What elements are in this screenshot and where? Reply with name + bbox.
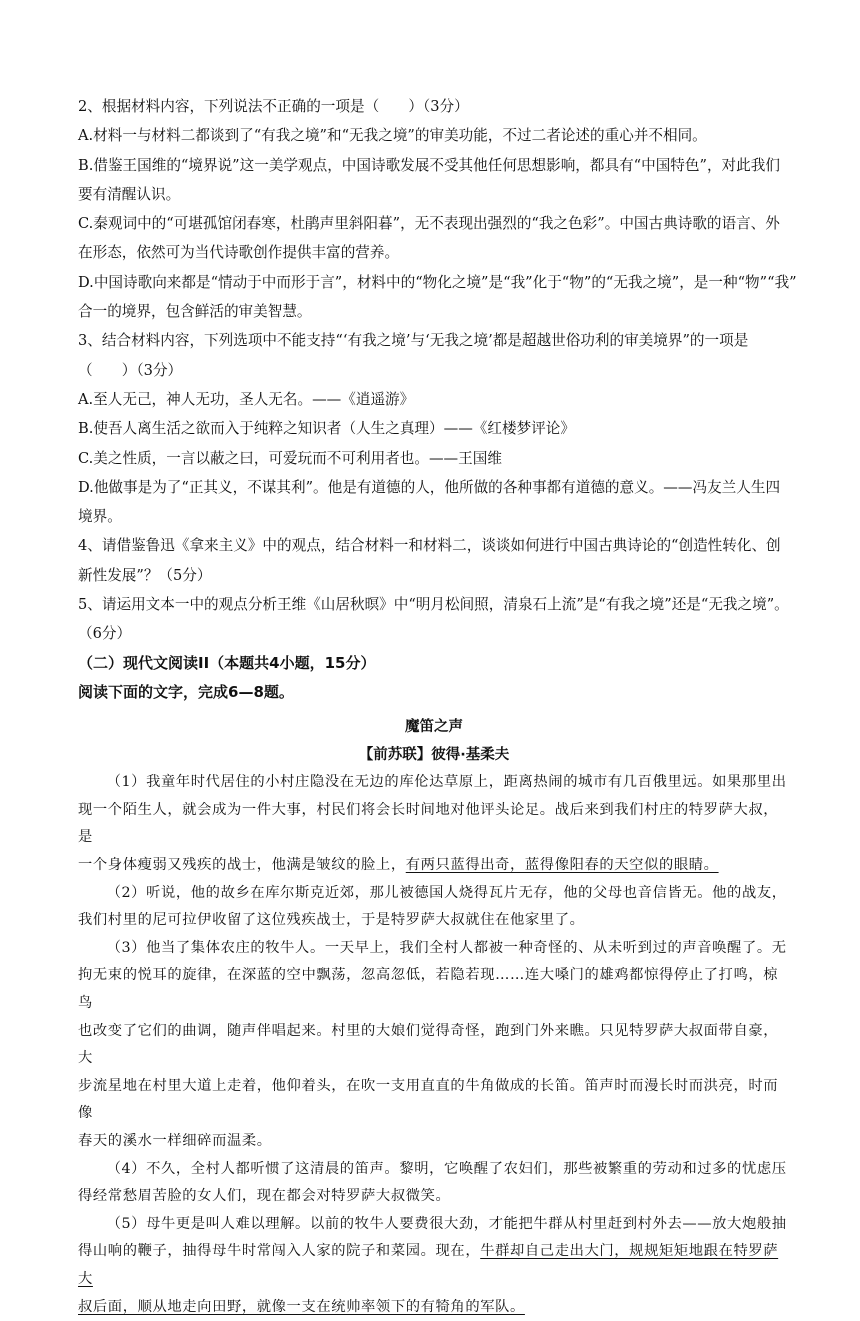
section-heading: （二）现代文阅读II（本题共4小题，15分） — [78, 653, 376, 672]
q2-option-c-line2: 在形态，依然可为当代诗歌创作提供丰富的营养。 — [78, 244, 400, 262]
q5-line1: 5、请运用文本一中的观点分析王维《山居秋暝》中“明月松间照，清泉石上流”是“有我之境”还是“无我之境”。 — [78, 596, 789, 614]
story-line: 得经常愁眉苦脸的女人们，现在都会对特罗萨大叔微笑。 — [78, 1188, 451, 1205]
q3-option-d-line1: D.他做事是为了“正其义，不谋其利”。他是有道德的人，他所做的各种事都有道德的意义。——冯友兰人生四 — [78, 478, 781, 496]
story-line: （3）他当了集体农庄的牧牛人。一天早上，我们全村人都被一种奇怪的、从未听到过的声音唤醒了。无 — [106, 939, 787, 956]
story-line — [78, 1294, 790, 1321]
story-line — [78, 1238, 790, 1293]
underlined-text: 牛群却自己走出大门，规规矩矩地跟在特罗萨大 — [78, 1243, 779, 1287]
q3-option-c: C.美之性质，一言以蔽之曰，可爱玩而不可利用者也。——王国维 — [78, 449, 502, 467]
q4-line1: 4、请借鉴鲁迅《拿来主义》中的观点，结合材料一和材料二，谈谈如何进行中国古典诗论的“创造性转化、创 — [78, 537, 781, 555]
q2-option-d-line2: 合一的境界，包含鲜活的审美智慧。 — [78, 303, 312, 321]
question-3 — [78, 326, 790, 531]
question-2 — [78, 92, 797, 326]
story-title: 魔笛之声 — [405, 719, 463, 736]
story-text: 得山响的鞭子，抽得母牛时常闯入人家的院子和菜园。现在， — [78, 1243, 481, 1260]
question-5 — [78, 590, 790, 649]
story-line: （5）母牛更是叫人难以理解。以前的牧牛人要费很大劲，才能把牛群从村里赶到村外去——放大炮般抽 — [106, 1215, 787, 1232]
document-page — [78, 92, 797, 1321]
story-line: 春天的溪水一样细碎而温柔。 — [78, 1132, 272, 1149]
underlined-text: 叔后面，顺从地走向田野，就像一支在统帅率领下的有犄角的军队。 — [78, 1298, 525, 1315]
story-line: （4）不久，全村人都听惯了这清晨的笛声。黎明，它唤醒了农妇们，那些被繁重的劳动和过多的忧虑压 — [106, 1160, 787, 1177]
story-paragraph-1 — [78, 769, 790, 797]
q5-line2: （6分） — [78, 625, 132, 643]
question-4 — [78, 531, 790, 590]
q4-line2: 新性发展”？（5分） — [78, 566, 212, 584]
story-author: 【前苏联】彼得·基柔夫 — [358, 747, 510, 764]
q3-option-b: B.使吾人离生活之欲而入于纯粹之知识者（人生之真理）——《红楼梦评论》 — [78, 420, 575, 438]
story-line: 我们村里的尼可拉伊收留了这位残疾战士，于是特罗萨大叔就住在他家里了。 — [78, 912, 585, 929]
q2-option-a: A.材料一与材料二都谈到了“有我之境”和“无我之境”的审美功能，不过二者论述的重心并不相同。 — [78, 127, 707, 145]
section-instruction: 阅读下面的文字，完成6—8题。 — [78, 682, 294, 701]
q3-option-d-line2: 境界。 — [78, 508, 122, 526]
story-paragraph-4 — [78, 1156, 790, 1184]
story-line: 也改变了它们的曲调，随声伴唱起来。村里的大娘们觉得奇怪，跑到门外来瞧。只见特罗萨大叔面带自豪，大 — [78, 1022, 779, 1067]
q2-option-b-line1: B.借鉴王国维的“境界说”这一美学观点，中国诗歌发展不受其他任何思想影响，都具有“中国特色”，对此我们 — [78, 156, 780, 174]
q2-option-d-line1: D.中国诗歌向来都是“情动于中而形于言”，材料中的“物化之境”是“我”化于“物”的“无我之境”，是一种“物”“我” — [78, 273, 797, 291]
q3-option-a: A.至人无己，神人无功，圣人无名。——《逍遥游》 — [78, 390, 415, 408]
q3-stem-line2: （ ）（3分） — [78, 361, 183, 379]
story-paragraph-5 — [78, 1211, 790, 1239]
story-paragraph-2 — [78, 880, 790, 908]
q2-option-c-line1: C.秦观词中的“可堪孤馆闭春寒，杜鹃声里斜阳暮”，无不表现出强烈的“我之色彩”。中国古典诗歌的语言、外 — [78, 215, 780, 233]
story-line: （2）听说，他的故乡在库尔斯克近郊，那儿被德国人烧得瓦片无存，他的父母也音信皆无。他的战友， — [106, 884, 787, 901]
story-line: 现一个陌生人，就会成为一件大事，村民们将会长时间地对他评头论足。战后来到我们村庄的特罗萨大叔，是 — [78, 801, 779, 846]
q3-stem-line1: 3、结合材料内容，下列选项中不能支持“‘有我之境’与‘无我之境’都是超越世俗功利的审美境界”的一项是 — [78, 332, 749, 350]
story-paragraph-3 — [78, 935, 790, 963]
story-text: 一个身体瘦弱又残疾的战士，他满是皱纹的脸上， — [78, 857, 406, 874]
story-line — [78, 852, 790, 880]
story-line: 拘无束的悦耳的旋律，在深蓝的空中飘荡，忽高忽低，若隐若现……连大嗓门的雄鸡都惊得停止了打鸣，椋鸟 — [78, 967, 779, 1011]
q2-stem: 2、根据材料内容，下列说法不正确的一项是（ ）（3分） — [78, 98, 469, 115]
story-line: 步流星地在村里大道上走着，他仰着头，在吹一支用直直的牛角做成的长笛。笛声时而漫长时而洪亮，时而像 — [78, 1077, 779, 1122]
q2-option-b-line2: 要有清醒认识。 — [78, 185, 181, 203]
story-line: （1）我童年时代居住的小村庄隐没在无边的库伦达草原上，距离热闹的城市有几百俄里远。如果那里出 — [106, 774, 787, 791]
story-body — [78, 769, 790, 1321]
underlined-text: 有两只蓝得出奇，蓝得像阳春的天空似的眼睛。 — [405, 857, 719, 874]
